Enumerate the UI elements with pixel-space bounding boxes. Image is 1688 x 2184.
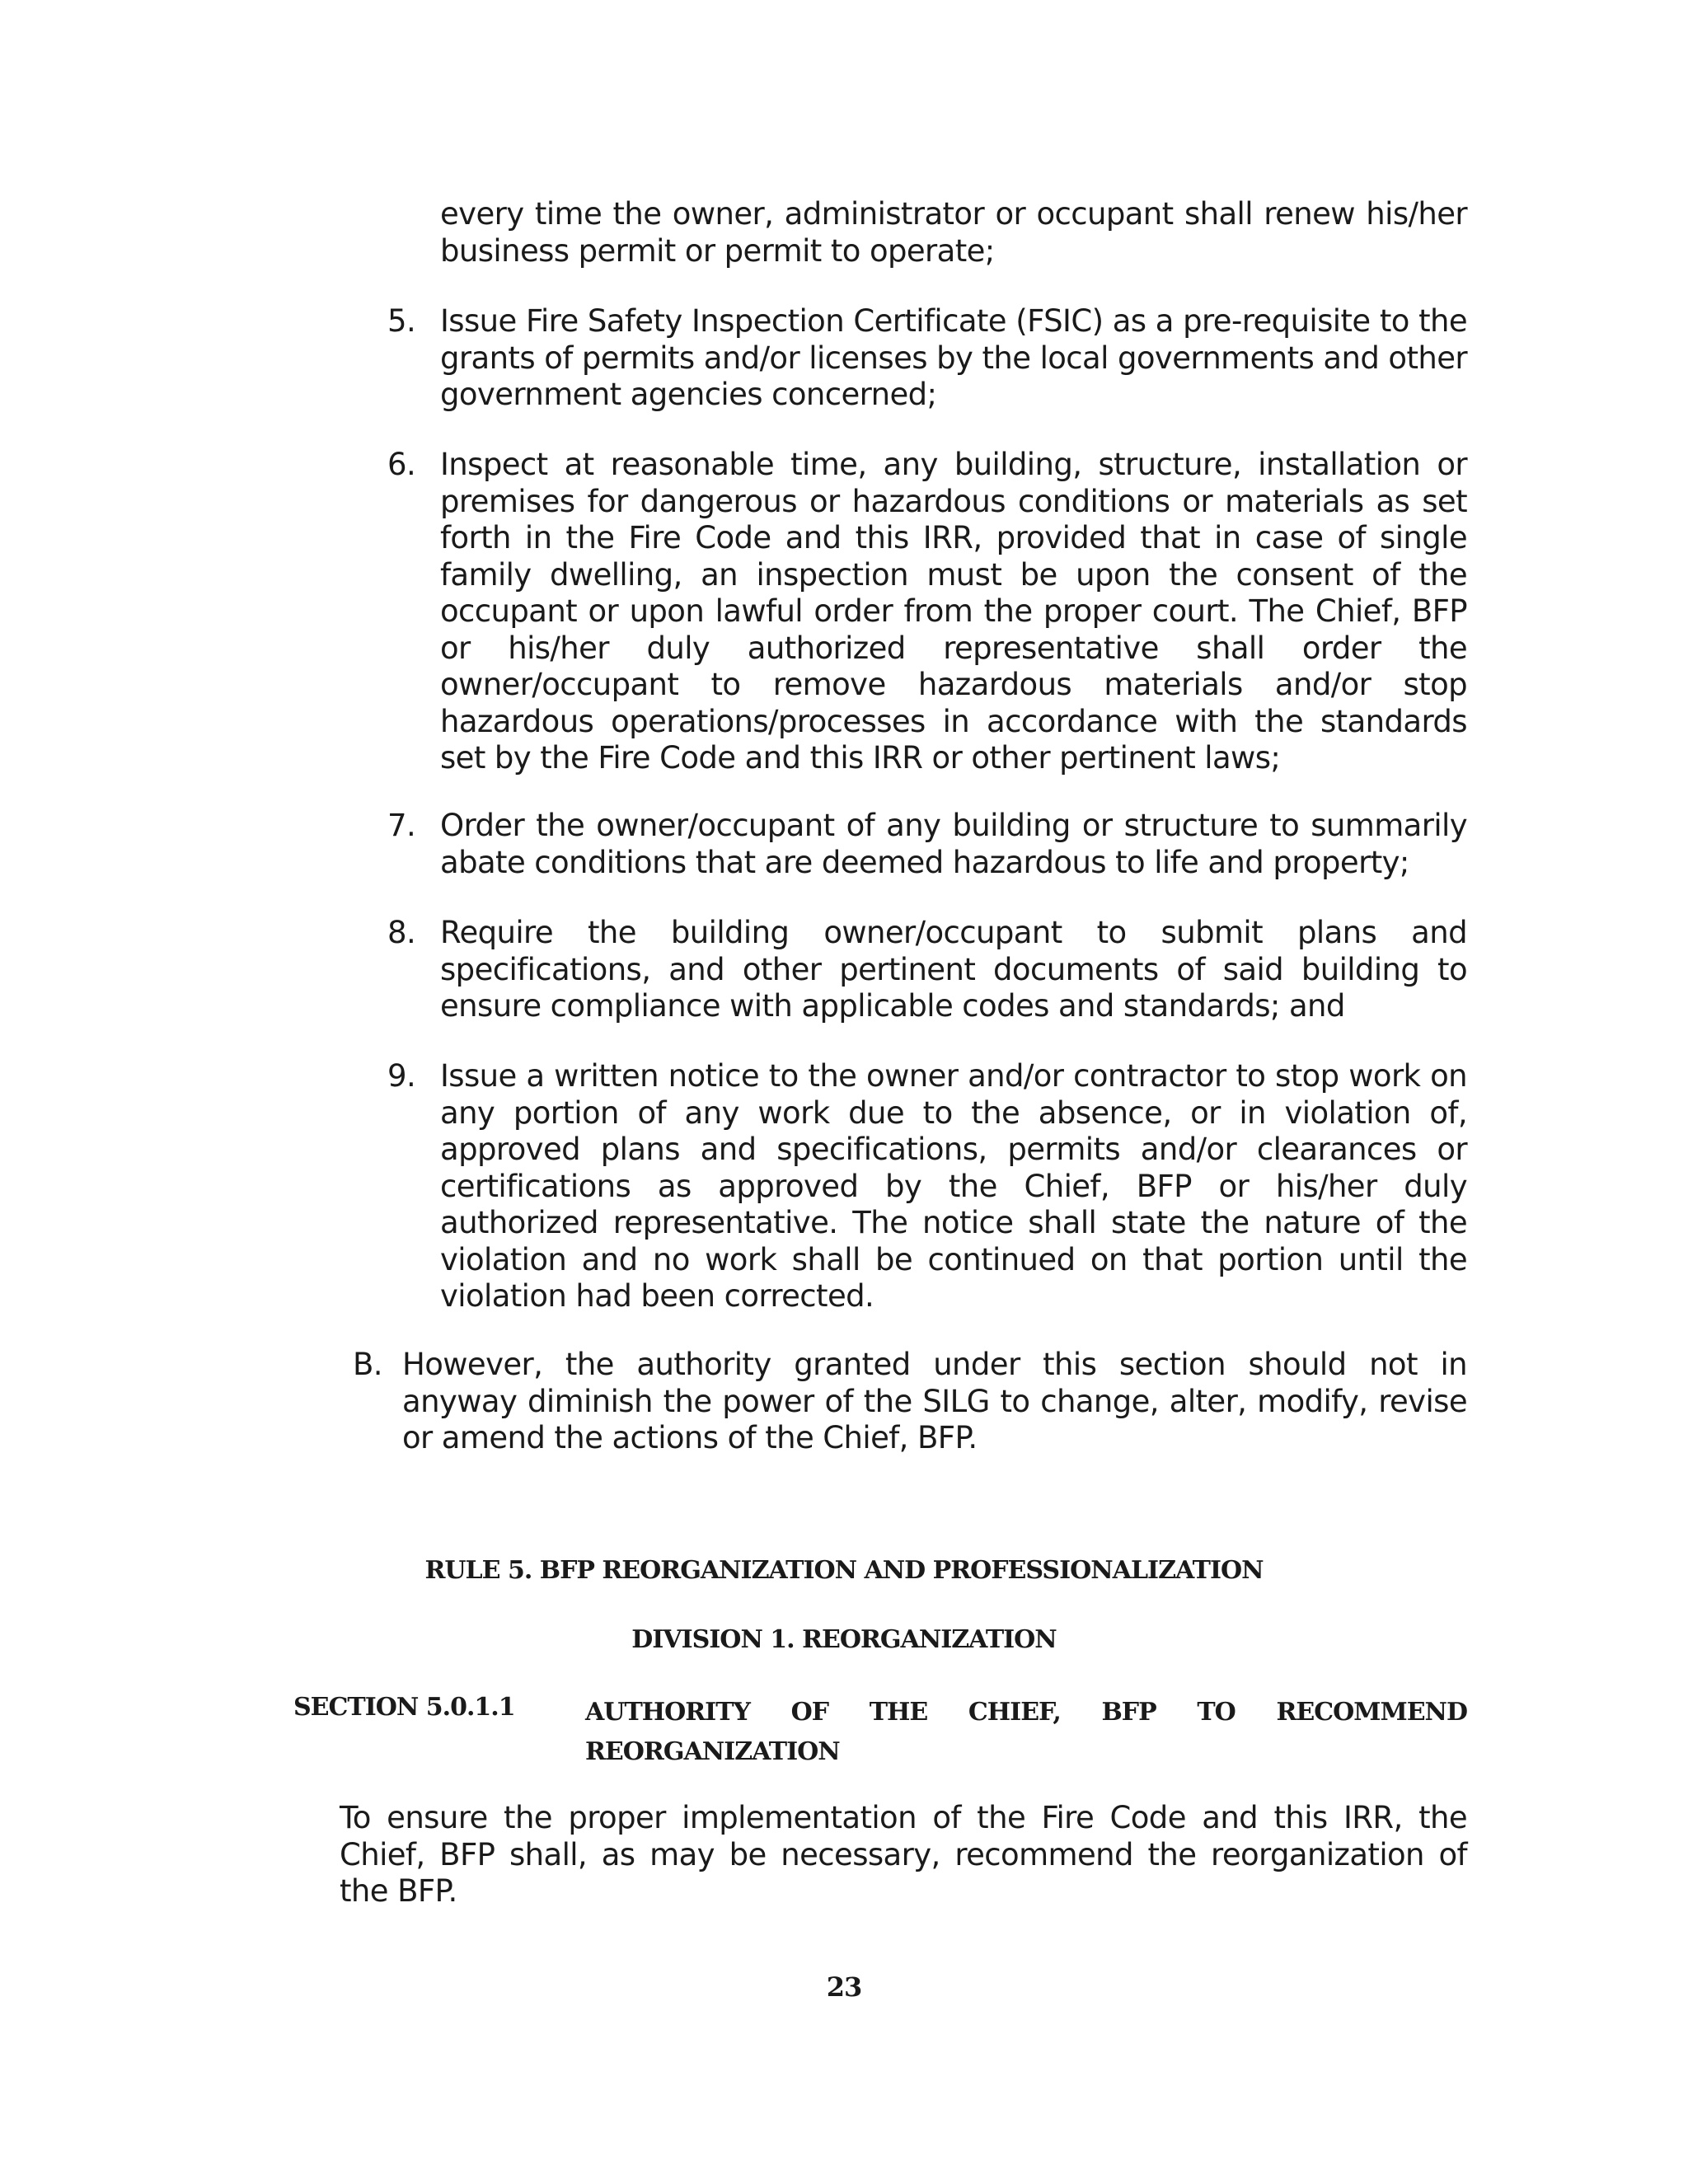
rule-heading: RULE 5. BFP REORGANIZATION AND PROFESSIONALIZATION [424, 1556, 1264, 1585]
list-item-number: 8. [387, 915, 416, 950]
page-number: 23 [826, 1971, 862, 2003]
section-title [585, 1693, 1467, 1772]
list-item-6 [387, 447, 1467, 777]
list-item-text: However, the authority granted under this section should not in anyway diminish the power of the SILG to change, alter, modify, revise or amend the actions of the Chief, BFP. [402, 1347, 1467, 1455]
list-item-number: 7. [387, 808, 416, 843]
list-item-text: Issue Fire Safety Inspection Certificate (FSIC) as a pre-requisite to the grants of permits and/or licenses by the local governments and other government agencies concerned; [440, 303, 1467, 412]
list-item-text: Require the building owner/occupant to submit plans and specifications, and other pertinent documents of said building to ensure compliance with applicable codes and standards; and [440, 915, 1467, 1024]
list-item-5 [387, 303, 1467, 414]
list-item-8 [387, 915, 1467, 1025]
continuation-paragraph [440, 196, 1467, 269]
list-item-number: 6. [387, 447, 416, 482]
list-item-b [353, 1347, 1467, 1457]
section-paragraph: To ensure the proper implementation of the Fire Code and this IRR, the Chief, BFP shall, as may be necessary, recommend the reorganization of the BFP. [340, 1800, 1467, 1909]
section-title-line-1: AUTHORITY OF THE CHIEF, BFP TO RECOMMEND [585, 1698, 1467, 1727]
list-item-text: Issue a written notice to the owner and/or contractor to stop work on any portion of any work due to the absence, or in violation of, approved plans and specifications, permits and/or clearances or certifications as approved by the Chief, BFP or his/her duly authorized representative. The notice shall state the nature of the violation and no work shall be continued on that portion until the violation had been corrected. [440, 1058, 1467, 1314]
list-item-9 [387, 1058, 1467, 1315]
list-item-number: 5. [387, 303, 416, 339]
list-item-text: Order the owner/occupant of any building or structure to summarily abate conditions that are deemed hazardous to life and property; [440, 808, 1467, 880]
section-title-line-2: REORGANIZATION [585, 1737, 840, 1766]
division-heading: DIVISION 1. REORGANIZATION [631, 1625, 1057, 1654]
list-item-letter: B. [353, 1347, 382, 1382]
section-label: SECTION 5.0.1.1 [293, 1693, 515, 1722]
list-item-text: Inspect at reasonable time, any building, structure, installation or premises for dangerous or hazardous conditions or materials as set forth in the Fire Code and this IRR, provided that in case of single family dwelling, an inspection must be upon the consent of the occupant or upon lawful order from the proper court. The Chief, BFP or his/her duly authorized representative shall order the owner/occupant to remove hazardous materials and/or stop hazardous operations/processes in accordance with the standards set by the Fire Code and this IRR or other pertinent laws; [440, 447, 1467, 776]
list-item-number: 9. [387, 1058, 416, 1094]
continuation-text: every time the owner, administrator or occupant shall renew his/her business permit or permit to operate; [440, 196, 1467, 269]
list-item-7 [387, 808, 1467, 881]
